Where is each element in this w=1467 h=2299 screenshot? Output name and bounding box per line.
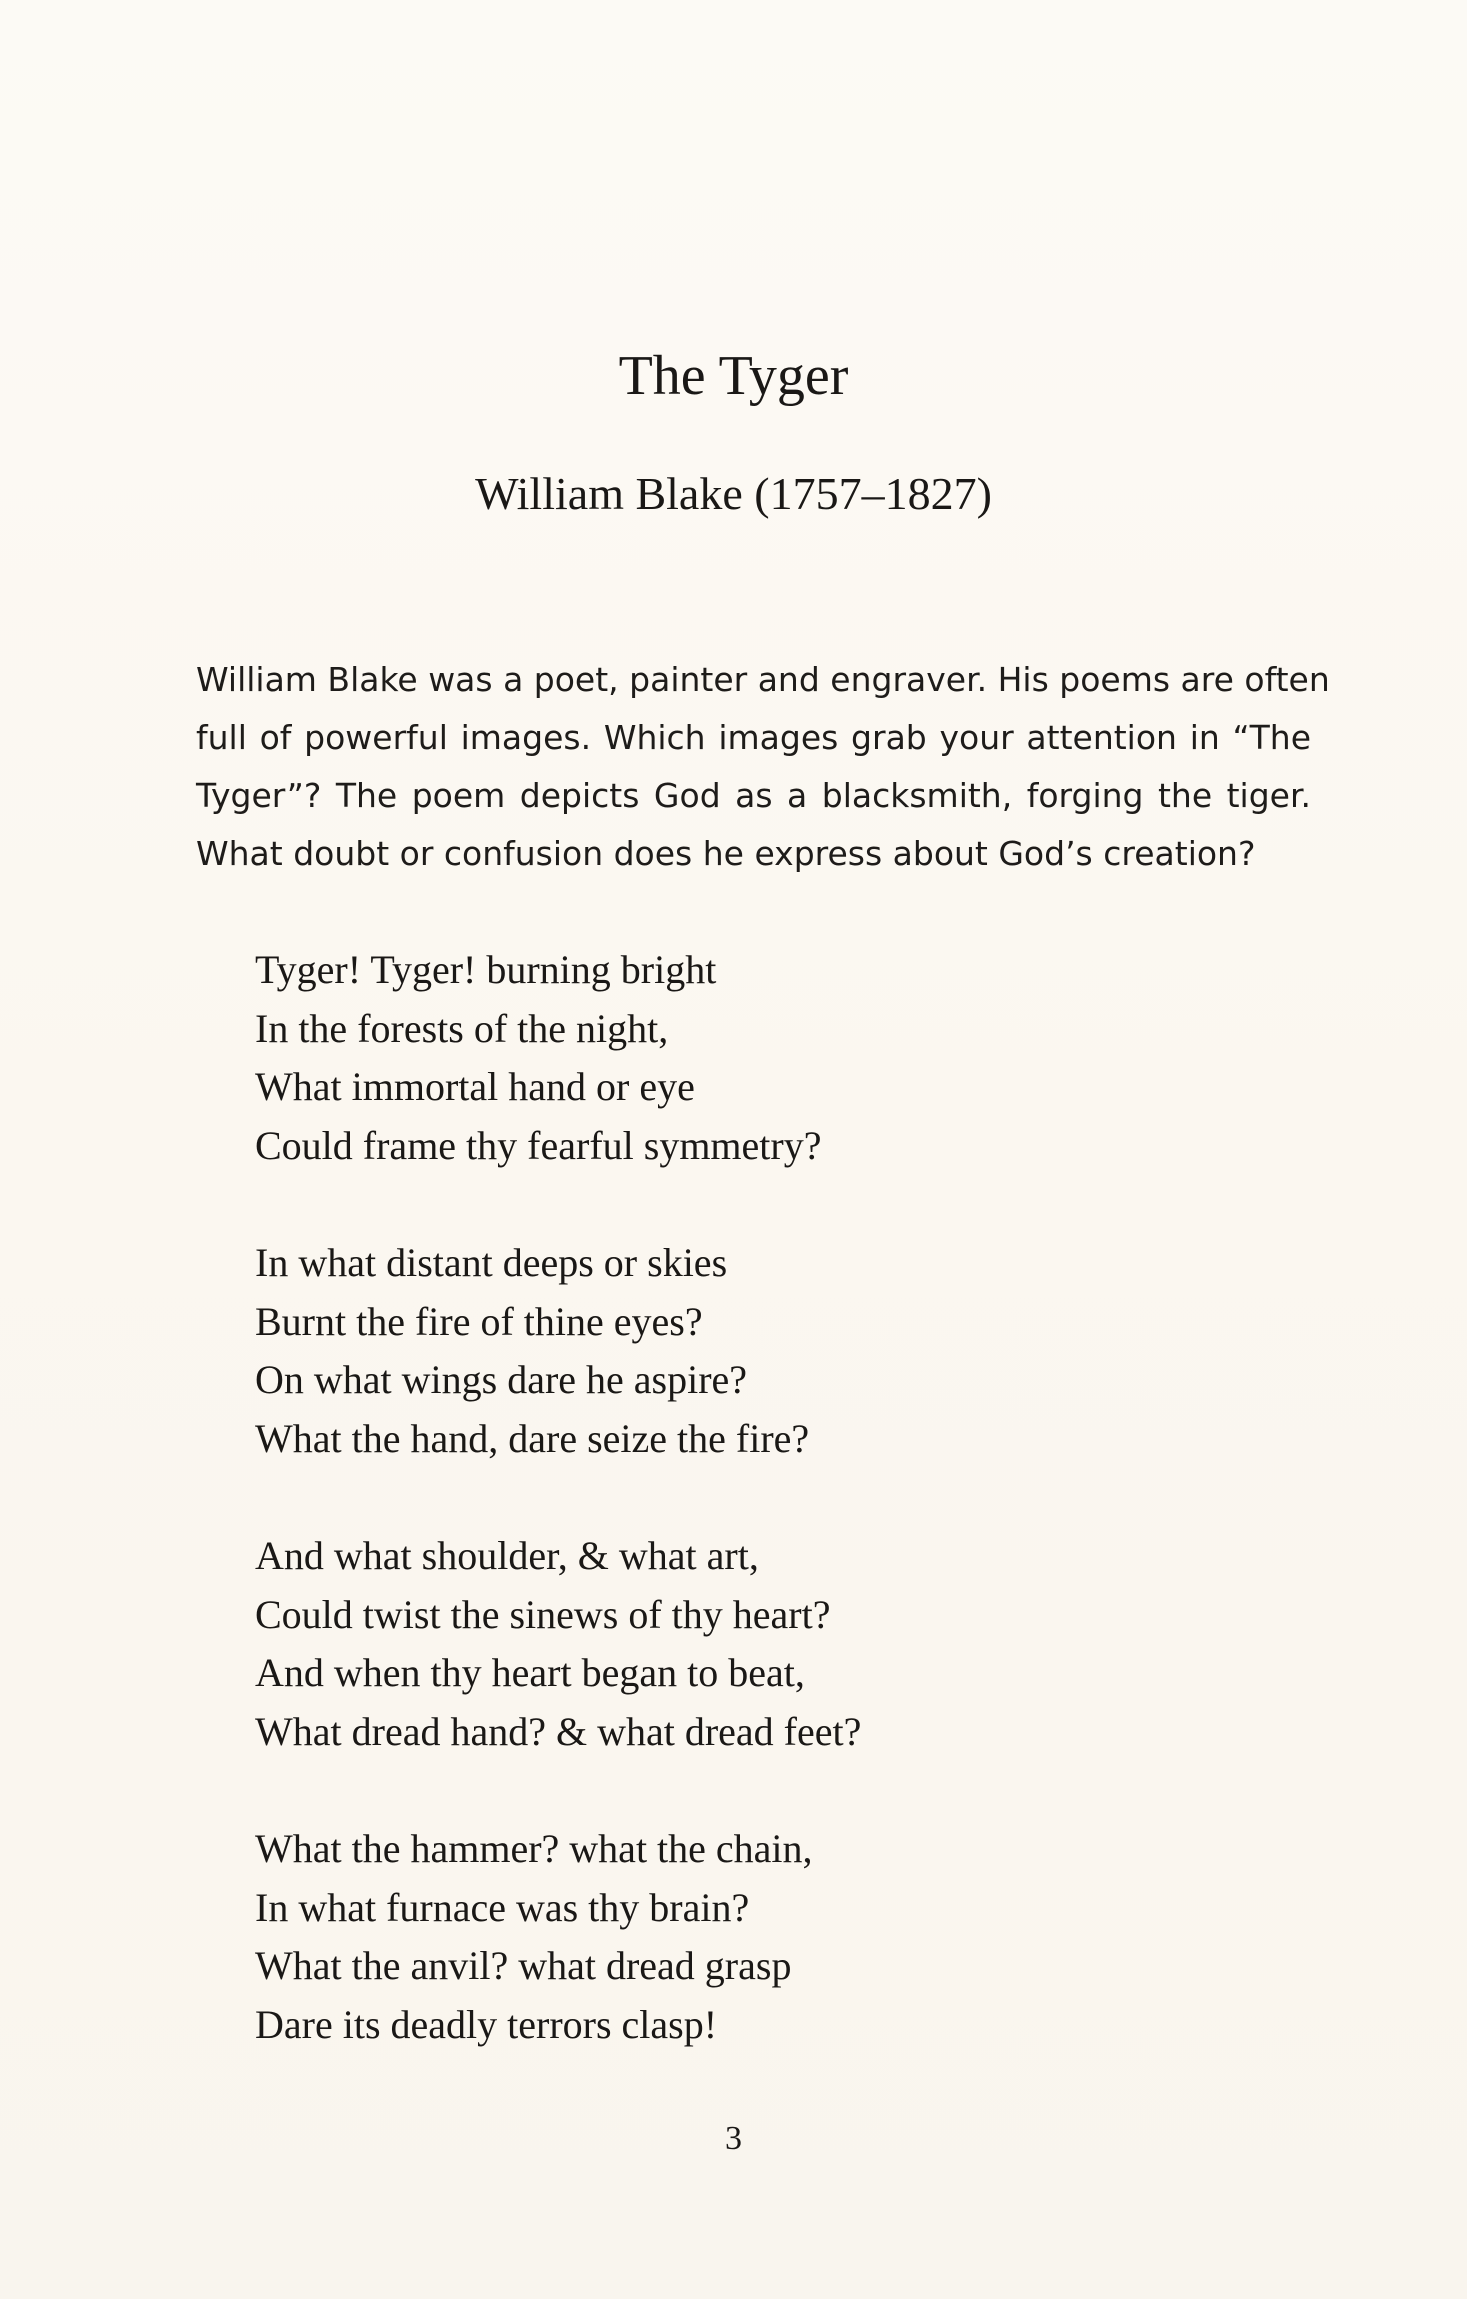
poem-title: The Tyger (618, 345, 849, 407)
verse-line: On what wings dare he aspire? (255, 1357, 748, 1403)
intro-line: full of powerful images. Which images grab your attention in “The (196, 718, 1311, 757)
intro-paragraph (196, 651, 1330, 883)
intro-line: Tyger”? The poem depicts God as a blacksmith, forging the tiger. (196, 776, 1311, 815)
verse-line: Could twist the sinews of thy heart? (255, 1591, 831, 1637)
stanza (255, 1234, 861, 1468)
verse-line: Dare its deadly terrors clasp! (255, 2001, 718, 2047)
poem-author: William Blake (1757–1827) (475, 468, 992, 519)
verse-line: In the forests of the night, (255, 1005, 669, 1051)
stanza (255, 1820, 861, 2054)
verse-line: What the hammer? what the chain, (255, 1825, 813, 1871)
verse-line: In what furnace was thy brain? (255, 1884, 750, 1930)
verse-line: Burnt the fire of thine eyes? (255, 1298, 703, 1344)
verse-line: And what shoulder, & what art, (255, 1532, 759, 1578)
poem-body (255, 941, 861, 2113)
verse-line: Could frame thy fearful symmetry? (255, 1122, 822, 1168)
verse-line: In what distant deeps or skies (255, 1239, 728, 1285)
verse-line: What dread hand? & what dread feet? (255, 1708, 862, 1754)
intro-line: William Blake was a poet, painter and engraver. His poems are often (196, 660, 1330, 699)
page-number: 3 (725, 2120, 742, 2157)
verse-line: What immortal hand or eye (255, 1064, 695, 1110)
verse-line: What the anvil? what dread grasp (255, 1943, 792, 1989)
verse-line: Tyger! Tyger! burning bright (255, 947, 717, 992)
stanza (255, 1527, 861, 1761)
verse-line: And when thy heart began to beat, (255, 1650, 805, 1696)
stanza (255, 941, 861, 1175)
verse-line: What the hand, dare seize the fire? (255, 1415, 810, 1461)
intro-line: What doubt or confusion does he express about God’s creation? (196, 834, 1256, 873)
